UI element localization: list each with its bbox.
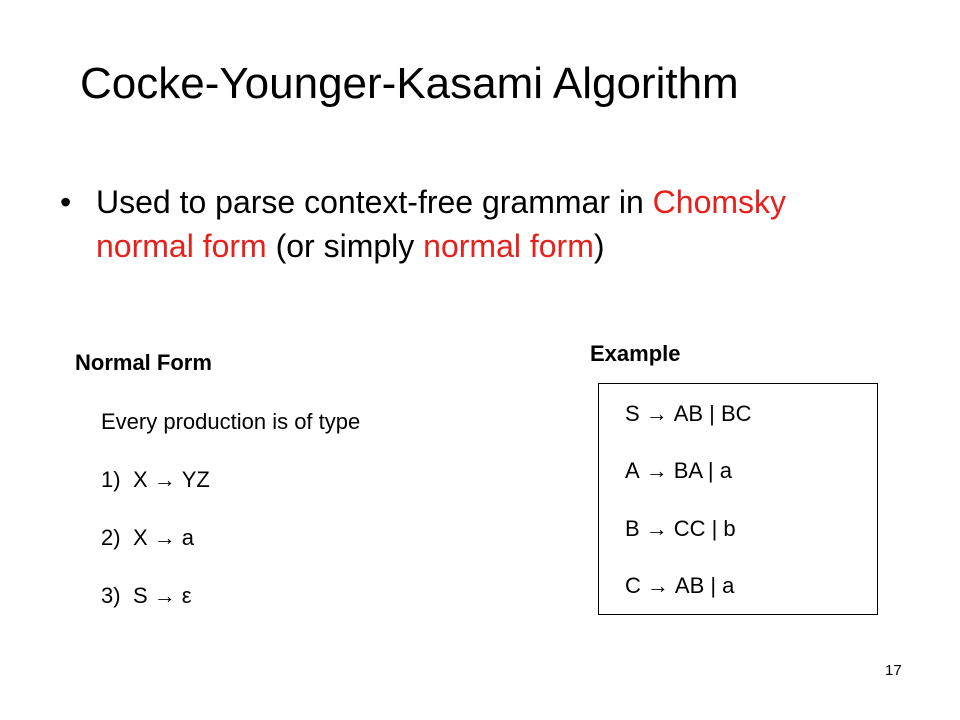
item-number: 2)	[101, 525, 121, 550]
rule-rhs: AB | a	[674, 573, 735, 598]
right-arrow-icon: →	[646, 573, 669, 598]
example-heading: Example	[590, 341, 681, 366]
example-grammar-box	[598, 383, 878, 615]
rule-rhs: CC | b	[673, 516, 736, 541]
rule-lhs: A	[625, 458, 640, 483]
grammar-rule	[625, 456, 732, 486]
normal-form-heading: Normal Form	[75, 350, 212, 375]
bullet-text-segment: )	[593, 228, 605, 264]
bullet-text-segment: (or simply	[266, 228, 424, 264]
chomsky-normal-form-term: Chomsky normal form	[96, 184, 787, 264]
page-number: 17	[885, 662, 902, 679]
normal-form-definition	[101, 405, 360, 637]
right-arrow-icon: →	[645, 516, 668, 541]
production-lhs: S	[133, 583, 148, 608]
grammar-rule	[625, 571, 734, 601]
bullet-text	[96, 180, 880, 268]
right-arrow-icon: →	[645, 458, 668, 483]
production-type-item	[101, 463, 360, 521]
rule-lhs: B	[625, 516, 640, 541]
production-lhs: X	[133, 525, 148, 550]
production-rhs: ε	[181, 583, 192, 608]
production-rhs: YZ	[181, 467, 210, 492]
bullet-point	[60, 180, 880, 268]
production-type-item	[101, 579, 360, 637]
item-number: 3)	[101, 583, 121, 608]
normal-form-intro: Every production is of type	[101, 409, 361, 434]
right-arrow-icon: →	[645, 401, 668, 426]
grammar-rule	[625, 399, 752, 429]
production-rhs: a	[181, 525, 194, 550]
rule-lhs: S	[625, 401, 640, 426]
grammar-rule	[625, 514, 736, 544]
right-arrow-icon: →	[153, 467, 176, 492]
normal-form-term: normal form	[423, 228, 594, 264]
rule-rhs: AB | BC	[673, 401, 752, 426]
right-arrow-icon: →	[153, 583, 176, 608]
bullet-text-segment: Used to parse context-free grammar in	[96, 184, 653, 220]
rule-lhs: C	[625, 573, 641, 598]
production-type-item	[101, 521, 360, 579]
production-lhs: X	[133, 467, 148, 492]
rule-rhs: BA | a	[673, 458, 732, 483]
bullet-marker: •	[60, 184, 72, 220]
item-number: 1)	[101, 467, 121, 492]
slide-title: Cocke-Younger-Kasami Algorithm	[80, 59, 739, 108]
right-arrow-icon: →	[153, 525, 176, 550]
